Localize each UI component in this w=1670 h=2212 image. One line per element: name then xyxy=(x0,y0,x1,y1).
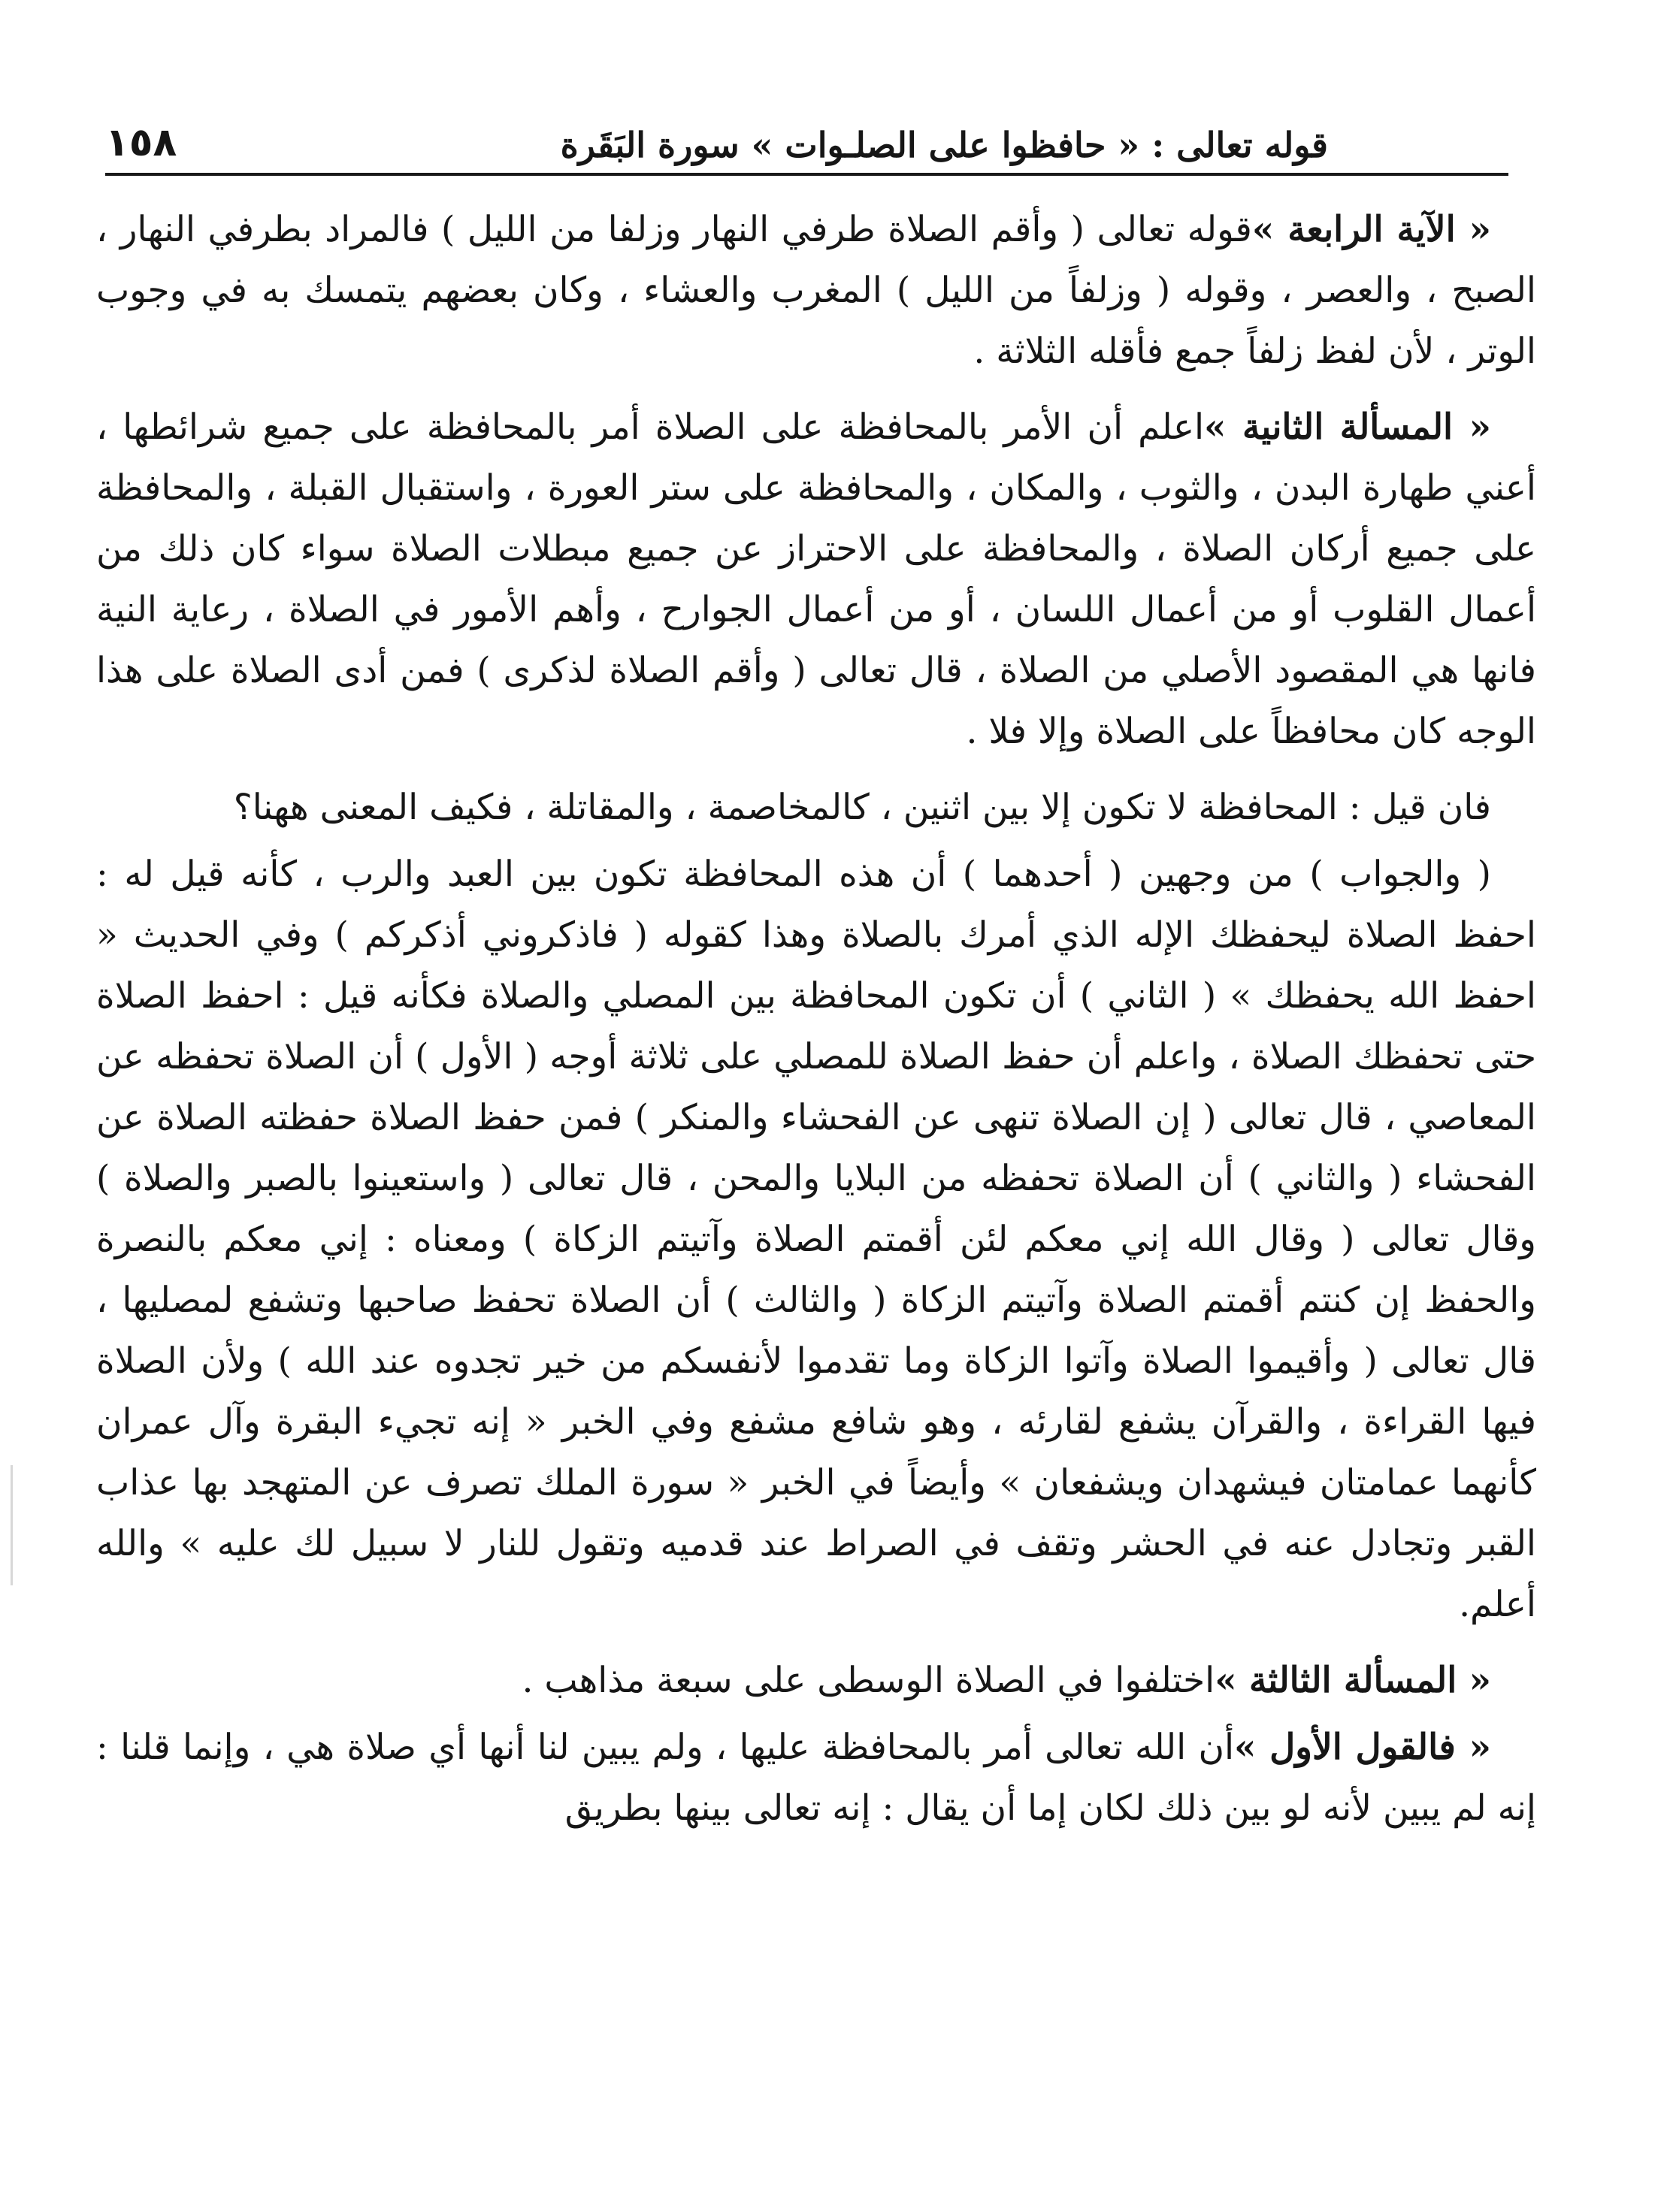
paragraph-answer xyxy=(96,844,1536,1635)
running-header xyxy=(105,98,1508,176)
scan-edge-shadow xyxy=(11,1465,13,1585)
paragraph-first-opinion xyxy=(96,1717,1536,1839)
section-heading: « فالقول الأول » xyxy=(1234,1727,1491,1768)
paragraph-text: اختلفوا في الصلاة الوسطى على سبعة مذاهب . xyxy=(522,1660,1215,1701)
body-text xyxy=(96,199,1536,1854)
section-heading: « المسألة الثانية » xyxy=(1204,406,1491,448)
paragraph-text: اعلم أن الأمر بالمحافظة على الصلاة أمر بالمحافظة على جميع شرائطها ، أعني طهارة البدن ، والثوب ، والمكان ، والمحافظة على ستر العورة ، واستقبال القبلة ، والمحافظة على جميع أركان الصلاة ، والمحافظة على الاحتراز عن جميع مبطلات الصلاة سواء كان ذلك من أعمال القلوب أو من أعمال اللسان ، أو من أعمال الجوارح ، وأهم الأمور في الصلاة ، رعاية النية فانها هي المقصود الأصلي من الصلاة ، قال تعالى ( وأقم الصلاة لذكرى ) فمن أدى الصلاة على هذا الوجه كان محافظاً على الصلاة وإلا فلا . xyxy=(96,406,1536,752)
page-number: ١٥٨ xyxy=(105,120,177,165)
section-heading: « الآية الرابعة » xyxy=(1252,209,1491,250)
paragraph-text: ( والجواب ) من وجهين ( أحدهما ) أن هذه المحافظة تكون بين العبد والرب ، كأنه قيل له : احفظ الصلاة ليحفظك الإله الذي أمرك بالصلاة وهذا كقوله ( فاذكروني أذكركم ) وفي الحديث « احفظ الله يحفظك » ( الثاني ) أن تكون المحافظة بين المصلي والصلاة فكأنه قيل : احفظ الصلاة حتى تحفظك الصلاة ، واعلم أن حفظ الصلاة للمصلي على ثلاثة أوجه ( الأول ) أن الصلاة تحفظه عن المعاصي ، قال تعالى ( إن الصلاة تنهى عن الفحشاء والمنكر ) فمن حفظ الصلاة حفظته الصلاة عن الفحشاء ( والثاني ) أن الصلاة تحفظه من البلايا والمحن ، قال تعالى ( واستعينوا بالصبر والصلاة ) وقال تعالى ( وقال الله إني معكم لئن أقمتم الصلاة وآتيتم الزكاة ) ومعناه : إني معكم بالنصرة والحفظ إن كنتم أقمتم الصلاة وآتيتم الزكاة ( والثالث ) أن الصلاة تحفظ صاحبها وتشفع لمصليها ، قال تعالى ( وأقيموا الصلاة وآتوا الزكاة وما تقدموا لأنفسكم من خير تجدوه عند الله ) ولأن الصلاة فيها القراءة ، والقرآن يشفع لقارئه ، وهو شافع مشفع وفي الخبر « إنه تجيء البقرة وآل عمران كأنهما عمامتان فيشهدان ويشفعان » وأيضاً في الخبر « سورة الملك تصرف عن المتهجد بها عذاب القبر وتجادل عنه في الحشر وتقف في الصراط عند قدميه وتقول للنار لا سبيل لك عليه » والله أعلم. xyxy=(96,854,1536,1625)
paragraph-text: أن الله تعالى أمر بالمحافظة عليها ، ولم يبين لنا أنها أي صلاة هي ، وإنما قلنا : إنه لم يبين لأنه لو بين ذلك لكان إما أن يقال : إنه تعالى بينها بطريق xyxy=(96,1727,1536,1829)
paragraph-masala-2 xyxy=(96,397,1536,762)
section-heading: « المسألة الثالثة » xyxy=(1215,1660,1491,1701)
paragraph-text: فان قيل : المحافظة لا تكون إلا بين اثنين ، كالمخاصمة ، والمقاتلة ، فكيف المعنى ههنا؟ xyxy=(233,787,1491,828)
paragraph-ayah-4 xyxy=(96,199,1536,382)
header-title: قوله تعالى : « حافظوا على الصلـوات » سورة البَقَرة xyxy=(560,125,1328,165)
paragraph-question xyxy=(96,777,1536,838)
paragraph-text: قوله تعالى ( وأقم الصلاة طرفي النهار وزلفا من الليل ) فالمراد بطرفي النهار ، الصبح ، والعصر ، وقوله ( وزلفاً من الليل ) المغرب والعشاء ، وكان بعضهم يتمسك به في وجوب الوتر ، لأن لفظ زلفاً جمع فأقله الثلاثة . xyxy=(96,209,1536,372)
paragraph-masala-3 xyxy=(96,1650,1536,1711)
